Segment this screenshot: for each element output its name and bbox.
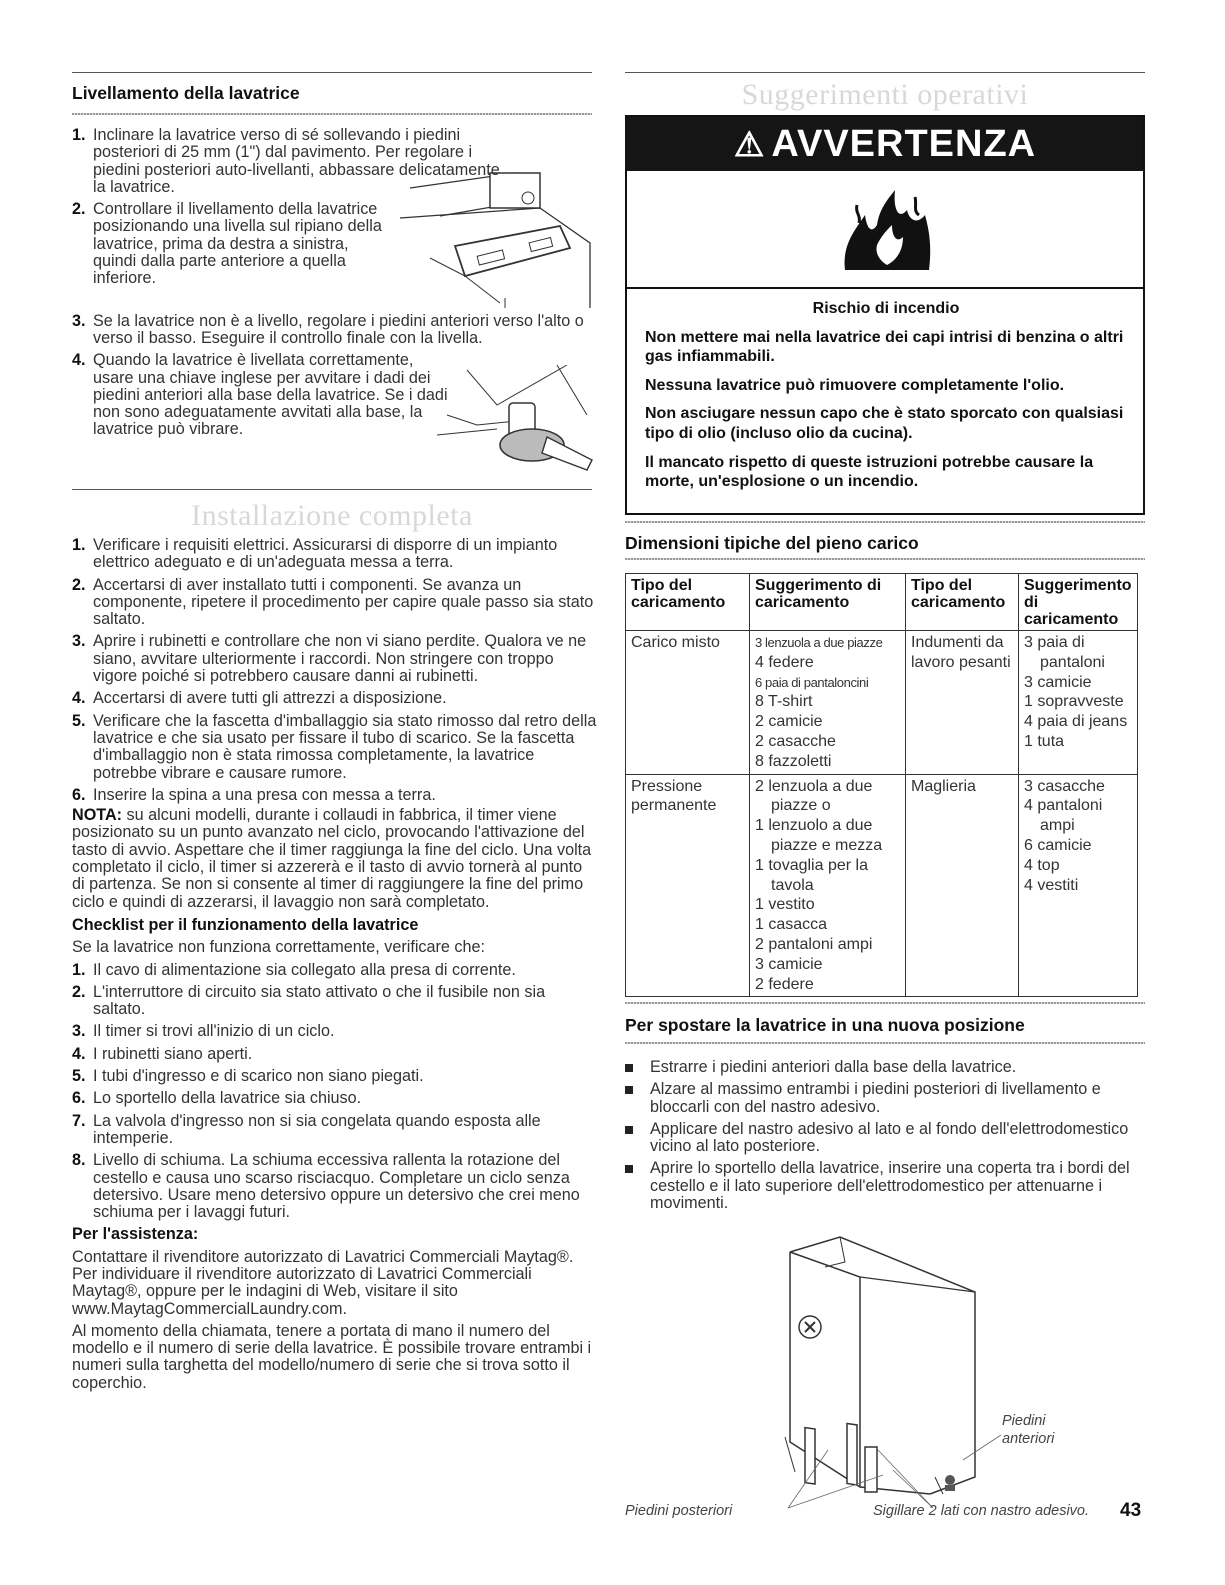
warning-text-3: Non asciugare nessun capo che è stato sporcato con qualsiasi tipo di olio (incluso olio da cucina). (645, 405, 1124, 442)
checklist-item-8: 8. Livello di schiuma. La schiuma eccessiva rallenta la rotazione del cestello e causa uno scarso risciacquo. Completare un ciclo senza detersivo. Usare meno detersivo oppure un detersivo che crei meno schiuma per i lavaggi futuri. (72, 1151, 580, 1222)
heading-rule (72, 113, 592, 115)
list-item: Alzare al massimo entrambi i piedini posteriori di livellamento e bloccarli con del nastro adesivo. (625, 1081, 1145, 1116)
load-heading-top-rule (625, 521, 1145, 523)
moving-instructions (625, 1059, 1145, 1217)
checklist-intro: Se la lavatrice non funziona correttamente, verificare che: (72, 938, 485, 957)
warning-icon-area (627, 171, 1143, 289)
load-heading-bottom-rule (625, 558, 1145, 560)
table-cell: Carico misto (626, 631, 750, 775)
moving-washer-heading: Per spostare la lavatrice in una nuova posizione (625, 1015, 1025, 1035)
operating-tips-title: Suggerimenti operativi (741, 78, 1029, 111)
move-heading-top-rule (625, 1002, 1145, 1004)
page-number: 43 (1120, 1500, 1142, 1521)
table-header: Suggerimento di caricamento (1019, 574, 1138, 631)
seal-caption: Sigillare 2 lati con nastro adesivo. (873, 1503, 1090, 1519)
install-step-6: 6. Inserire la spina a una presa con messa a terra. (72, 785, 436, 804)
leveling-step-2: 2. Controllare il livellamento della lavatrice posizionando una livella sul ripiano della lavatrice, prima da destra a sinistra, quindi dalla parte anteriore a quella inferiore. (72, 200, 382, 288)
load-size-table (625, 573, 1138, 997)
install-step-1: 1. Verificare i requisiti elettrici. Assicurarsi di disporre di un impianto elettrico adeguato e di un'adeguata messa a terra. (72, 536, 558, 572)
note-paragraph: NOTA: su alcuni modelli, durante i collaudi in fabbrica, il timer viene posizionato su un punto avanzato nel ciclo, provocando l'attivazione del tasto di avvio. Aspettare che il timer raggiunga la fine del ciclo. Una volta completato il ciclo, il timer si azzererà e il tasto di avvio tornerà al punto di partenza. Se non si consente al timer di raggiungere la fine del primo ciclo e quindi di azzerarsi, il lavaggio non sarà completato. (72, 806, 592, 911)
checklist-item-6: 6. Lo sportello della lavatrice sia chiuso. (72, 1089, 362, 1108)
rear-feet-caption: Piedini posteriori (625, 1503, 733, 1519)
table-row (626, 774, 1138, 997)
section-rule (72, 489, 592, 490)
table-header-row (626, 574, 1138, 631)
table-cell: 3 paia di pantaloni 3 camicie 1 sopravveste 4 paia di jeans 1 tuta (1019, 631, 1138, 775)
table-header: Tipo del caricamento (626, 574, 750, 631)
fire-risk-title: Rischio di incendio (812, 300, 960, 317)
warning-bar (627, 117, 1143, 171)
warning-triangle-icon: ⚠ (733, 126, 766, 164)
install-step-5: 5. Verificare che la fascetta d'imballaggio sia stato rimosso dal retro della lavatrice e che sia usato per fissare il tubo di scarico. Se la fascetta d'imballaggio non è stata rimossa completamente, la lavatrice potrebbe vibrare e causare rumore. (72, 711, 597, 782)
install-step-4: 4. Accertarsi di avere tutti gli attrezzi a disposizione. (72, 689, 447, 708)
top-rule (72, 72, 592, 73)
table-row (626, 631, 1138, 775)
install-step-3: 3. Aprire i rubinetti e controllare che non vi siano perdite. Qualora ve ne siano, avvitare ulteriormente i raccordi. Non stringere con troppo vigore poiché si potrebbero causare danni ai rubinetti. (72, 632, 587, 686)
table-cell: 3 lenzuola a due piazze 4 federe 6 paia di pantaloncini 8 T-shirt 2 camicie 2 casacche 8 fazzoletti (750, 631, 906, 775)
table-header: Tipo del caricamento (906, 574, 1019, 631)
list-item: Applicare del nastro adesivo al lato e al fondo dell'elettrodomestico vicino al lato posteriore. (625, 1121, 1145, 1156)
leveling-step-1: 1. Inclinare la lavatrice verso di sé sollevando i piedini posteriori di 25 mm (1") dal pavimento. Per regolare i piedini posteriori auto-livellanti, abbassare delicatamente la lavatrice. (72, 126, 500, 196)
checklist-item-4: 4. I rubinetti siano aperti. (72, 1044, 253, 1063)
table-cell: 2 lenzuola a due piazze o 1 lenzuolo a due piazze e mezza 1 tovaglia per la tavola 1 vestito 1 casacca 2 pantaloni ampi 3 camicie 2 federe (750, 774, 906, 997)
table-cell: Maglieria (906, 774, 1019, 997)
leveling-heading: Livellamento della lavatrice (72, 83, 300, 103)
leveling-step-3: 3. Se la lavatrice non è a livello, regolare i piedini anteriori verso l'alto o verso il basso. Eseguire il controllo finale con la livella. (72, 311, 584, 347)
list-item: Aprire lo sportello della lavatrice, inserire una coperta tra i bordi del cestello e il lato superiore dell'elettrodomestico per attenuarne i movimenti. (625, 1160, 1145, 1212)
wrench-foot-illustration (437, 365, 597, 475)
warning-box (625, 115, 1145, 515)
warning-text-4: Il mancato rispetto di queste istruzioni potrebbe causare la morte, un'esplosione o un incendio. (645, 453, 1094, 491)
checklist-item-5: 5. I tubi d'ingresso e di scarico non siano piegati. (72, 1067, 424, 1086)
installation-steps (72, 537, 597, 1392)
checklist-item-7: 7. La valvola d'ingresso non si sia congelata quando esposta alle intemperie. (72, 1111, 541, 1147)
callout-lines (783, 1430, 1003, 1510)
warning-text-2: Nessuna lavatrice può rimuovere completamente l'olio. (645, 376, 1065, 394)
table-cell: Pressione permanente (626, 774, 750, 997)
top-rule-right (625, 72, 1145, 73)
warning-text-1: Non mettere mai nella lavatrice dei capi intrisi di benzina o altri gas infiammabili. (645, 328, 1124, 366)
table-cell: Indumenti da lavoro pesanti (906, 631, 1019, 775)
fire-icon (837, 185, 937, 275)
move-heading-bottom-rule (625, 1042, 1145, 1044)
table-header: Suggerimento di caricamento (750, 574, 906, 631)
load-sizes-heading: Dimensioni tipiche del pieno carico (625, 533, 919, 553)
assistance-heading: Per l'assistenza: (72, 1225, 199, 1244)
leveling-step-4: 4. Quando la lavatrice è livellata correttamente, usare una chiave inglese per avvitare i dadi dei piedini anteriori alla base della lavatrice. Se i dadi non sono adeguatamente avvitati alla base, la lavatrice può vibrare. (72, 351, 448, 439)
assistance-paragraph-1: Contattare il rivenditore autorizzato di Lavatrici Commerciali Maytag®. Per individuare il rivenditore autorizzato di Lavatrici Commerciali Maytag®, oppure per le indagini di Web, visitare il sito www.MaytagCommercialLaundry.com. (72, 1247, 574, 1318)
warning-body (627, 289, 1143, 492)
assistance-paragraph-2: Al momento della chiamata, tenere a portata di mano il numero del modello e il numero di serie della lavatrice. È possibile trovare entrambi i numeri sulla targhetta del modello/numero di serie che si trova sotto il coperchio. (72, 1321, 592, 1392)
checklist-item-3: 3. Il timer si trovi all'inizio di un ciclo. (72, 1022, 335, 1041)
table-cell: 3 casacche 4 pantaloni ampi 6 camicie 4 top 4 vestiti (1019, 774, 1138, 997)
checklist-item-2: 2. L'interruttore di circuito sia stato attivato o che il fusibile non sia saltato. (72, 982, 546, 1019)
front-feet-caption: Piedini anteriori (1002, 1413, 1055, 1447)
warning-label: AVVERTENZA (771, 123, 1037, 165)
install-step-2: 2. Accertarsi di aver installato tutti i componenti. Se avanza un componente, ripetere il procedimento per capire quale passo sia stato saltato. (72, 575, 594, 629)
checklist-heading: Checklist per il funzionamento della lavatrice (72, 915, 419, 934)
checklist-item-1: 1. Il cavo di alimentazione sia collegato alla presa di corrente. (72, 960, 516, 979)
installation-complete-title: Installazione completa (191, 499, 473, 532)
list-item: Estrarre i piedini anteriori dalla base della lavatrice. (625, 1059, 1145, 1076)
